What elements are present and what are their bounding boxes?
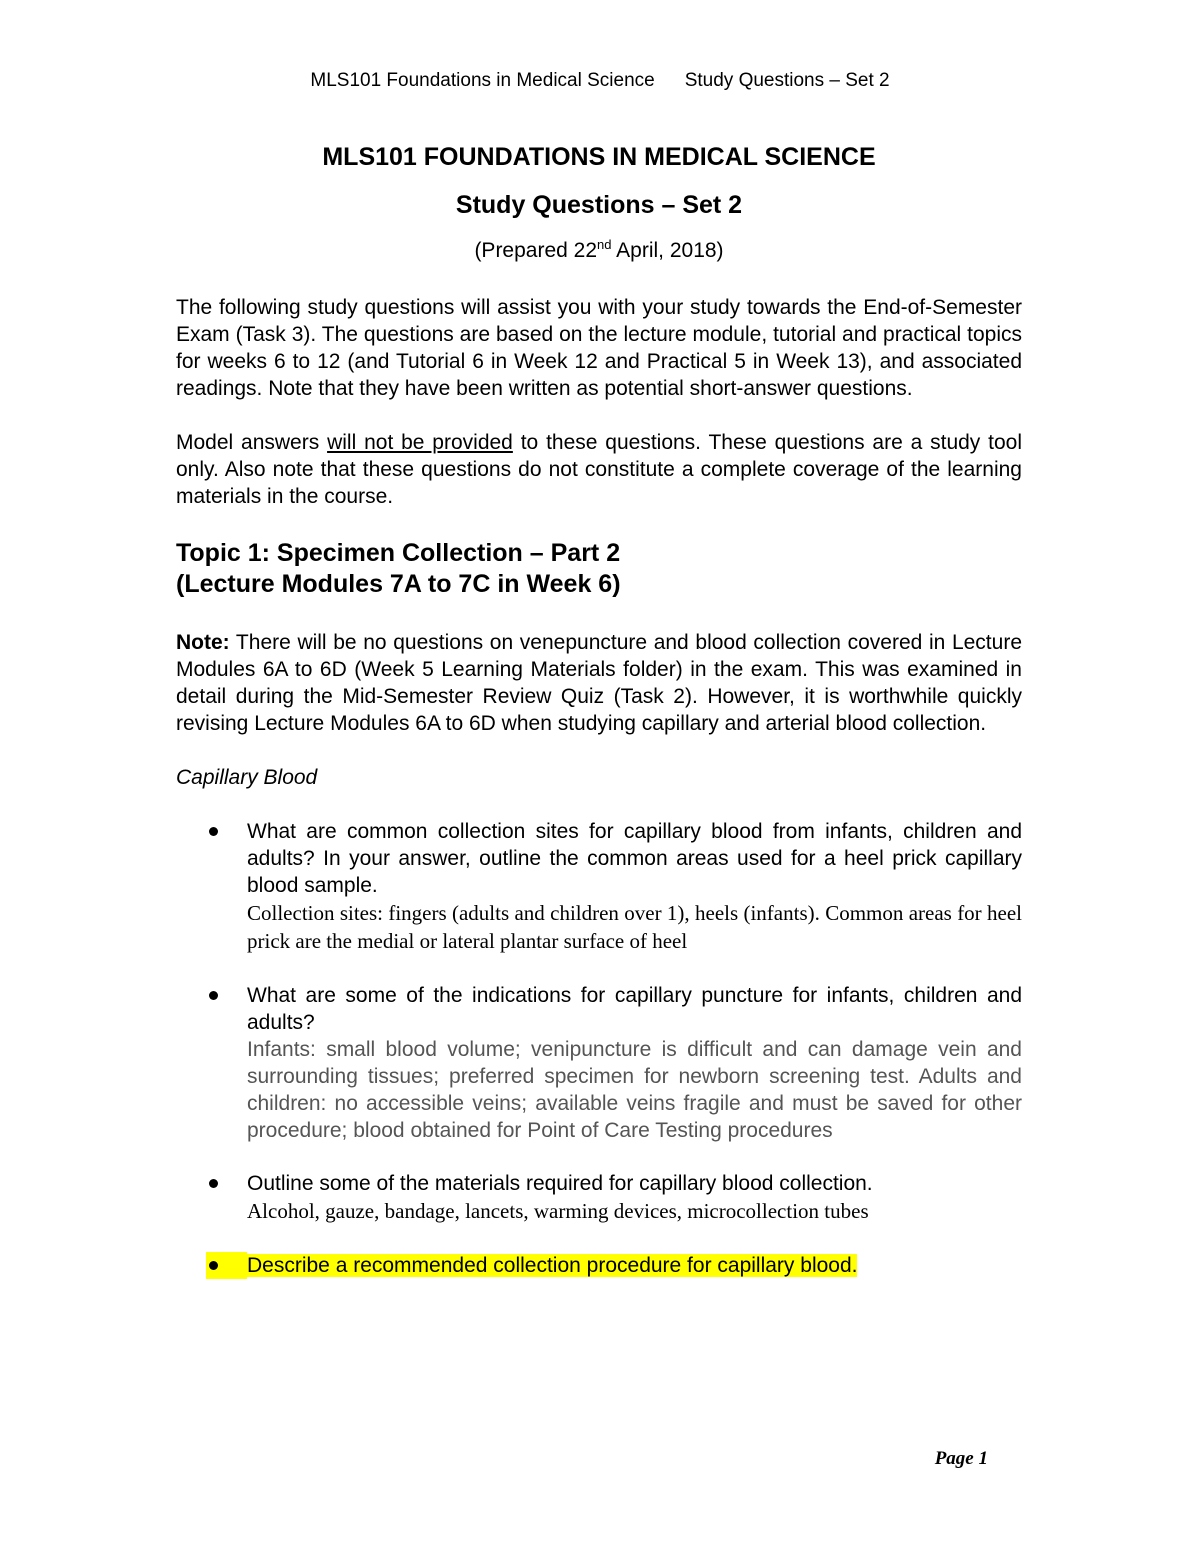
list-item [176,982,1022,1144]
bullet-icon [209,827,218,836]
list-item [176,1170,1022,1225]
bullet-icon [209,1179,218,1188]
bullet-icon [209,1261,218,1270]
note-text: There will be no questions on venepuncture and blood collection covered in Lecture Modules 6A to 6D (Week 5 Learning Materials folder) in the exam. This was examined in detail during the Mid-Semester Review Quiz (Task 2). However, it is worthwhile quickly revising Lecture Modules 6A to 6D when studying capillary and arterial blood collection. [176,631,1022,735]
document-body [176,140,1022,1306]
prepared-before: (Prepared 22 [474,239,598,262]
disclaimer-underlined: will not be provided [327,431,513,454]
page-number: Page 1 [934,1448,988,1469]
question-text: What are common collection sites for capillary blood from infants, children and adults? In your answer, outline the common areas used for a heel prick capillary blood sample. [247,820,1022,897]
disclaimer-after: to these questions. These questions are a study tool only. Also note that these questions do not constitute a complete coverage of the learning materials in the course. [176,431,1023,508]
question-text [247,1252,1022,1279]
section-label: Capillary Blood [176,766,318,789]
topic-line-1: Topic 1: Specimen Collection – Part 2 [176,539,621,567]
topic-line-2: (Lecture Modules 7A to 7C in Week 6) [176,570,621,598]
list-item [176,1252,1022,1279]
question-text: What are some of the indications for capillary puncture for infants, children and adults? [247,984,1022,1034]
note-label: Note: [176,631,230,654]
question-text: Outline some of the materials required for capillary blood collection. [247,1172,873,1195]
header-set: Study Questions – Set 2 [684,70,890,91]
prepared-sup: nd [597,237,612,252]
document-title: MLS101 FOUNDATIONS IN MEDICAL SCIENCE [322,143,876,171]
bullet-icon [209,991,218,1000]
intro-paragraph: The following study questions will assist you with your study towards the End-of-Semester Exam (Task 3). The questions are based on the lecture module, tutorial and practical topics for weeks 6 to 12 (and Tutorial 6 in Week 12 and Practical 5 in Week 13), and associated readings. Note that they have been written as potential short-answer questions. [176,296,1022,400]
header-course: MLS101 Foundations in Medical Science [310,70,655,91]
question-list [176,818,1022,1279]
disclaimer-paragraph [176,429,1022,510]
answer-text: Collection sites: fingers (adults and children over 1), heels (infants). Common areas for heel prick are the medial or lateral plantar surface of heel [247,901,1022,953]
running-header [0,70,1200,92]
note-paragraph [176,629,1022,737]
answer-text: Infants: small blood volume; venipuncture is difficult and can damage vein and surrounding tissues; preferred specimen for newborn screening test. Adults and children: no accessible veins; available veins fragile and must be saved for other procedure; blood obtained for Point of Care Testing procedures [247,1038,1022,1142]
topic-heading [176,538,1022,600]
prepared-after: April, 2018) [611,239,724,262]
highlighted-question: Describe a recommended collection procedure for capillary blood. [247,1254,858,1277]
answer-text: Alcohol, gauze, bandage, lancets, warming devices, microcollection tubes [247,1199,869,1223]
disclaimer-before: Model answers [176,431,328,454]
prepared-date [176,230,1022,266]
list-item [176,818,1022,955]
document-subtitle: Study Questions – Set 2 [455,191,743,219]
